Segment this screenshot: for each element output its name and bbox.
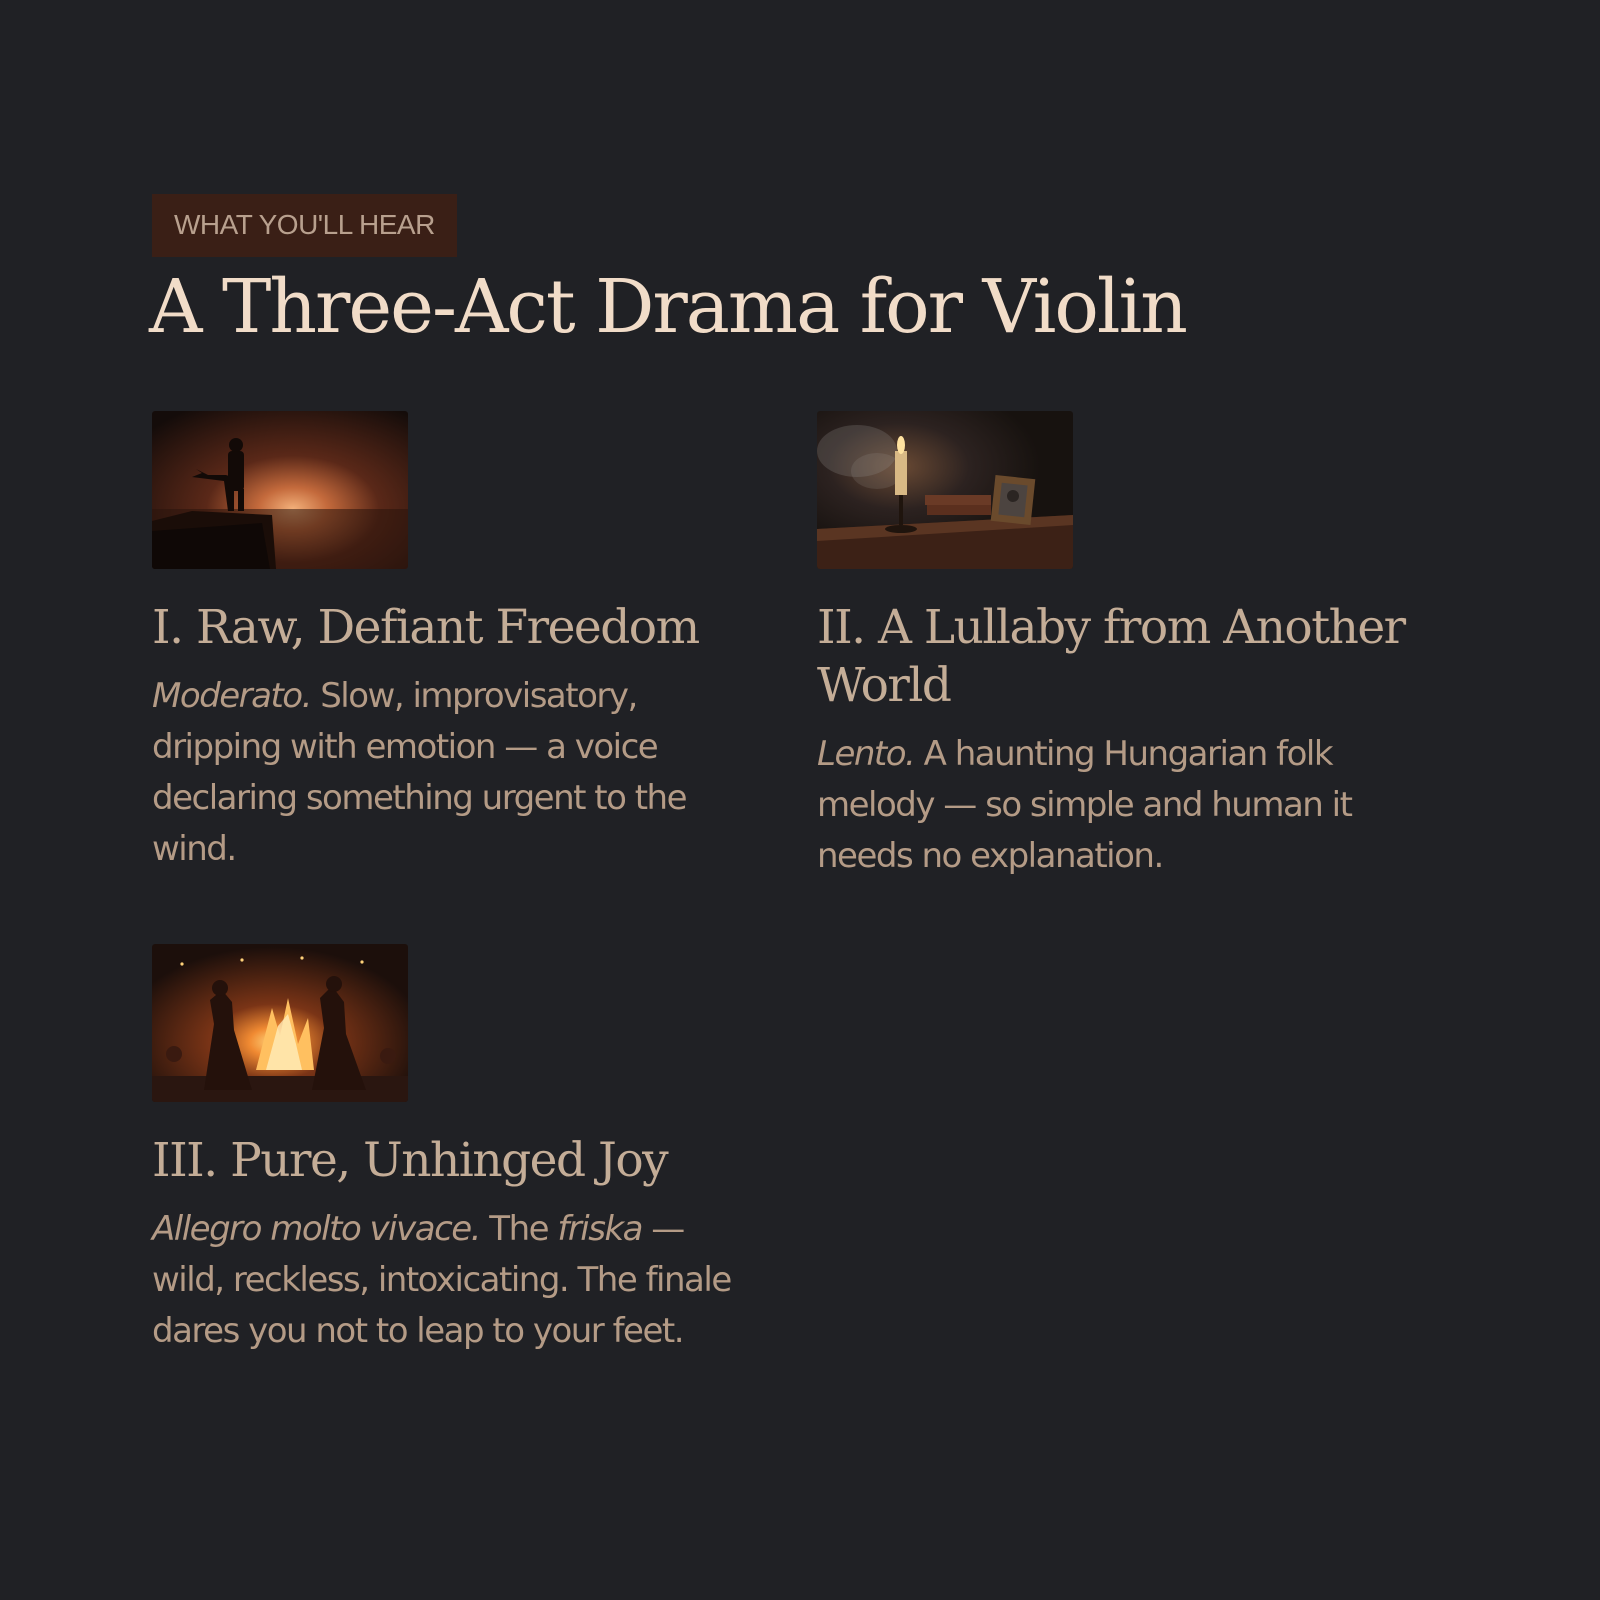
act-title: I. Raw, Defiant Freedom [152,600,699,655]
friska-term: friska [557,1209,642,1249]
program-section [149,194,1452,1351]
act-card-2 [817,411,1417,882]
tempo-marking: Moderato. [152,676,311,716]
bonfire-dancers-image [152,944,408,1102]
candle-books-portrait-image [817,411,1073,569]
cliff-silhouette-sunset-image [152,411,408,569]
act-card-1 [152,411,752,875]
act-description: Lento. A haunting Hungarian folk melody — so simple and human it needs no explanation. [817,734,1352,876]
act-description: Allegro molto vivace. The friska — wild, reckless, intoxicating. The finale dares you not to leap to your feet. [152,1209,731,1351]
tempo-marking: Lento. [817,734,915,774]
act-title: III. Pure, Unhinged Joy [152,1133,668,1188]
tempo-marking: Allegro molto vivace. [152,1209,480,1249]
act-title: II. A Lullaby from Another World [817,600,1405,713]
section-title: A Three-Act Drama for Violin [149,264,1186,350]
act-description: Moderato. Slow, improvisatory, dripping with emotion — a voice declaring something urgent to the wind. [152,676,687,869]
eyebrow-label: WHAT YOU'LL HEAR [152,194,457,257]
act-card-3 [152,944,752,1357]
